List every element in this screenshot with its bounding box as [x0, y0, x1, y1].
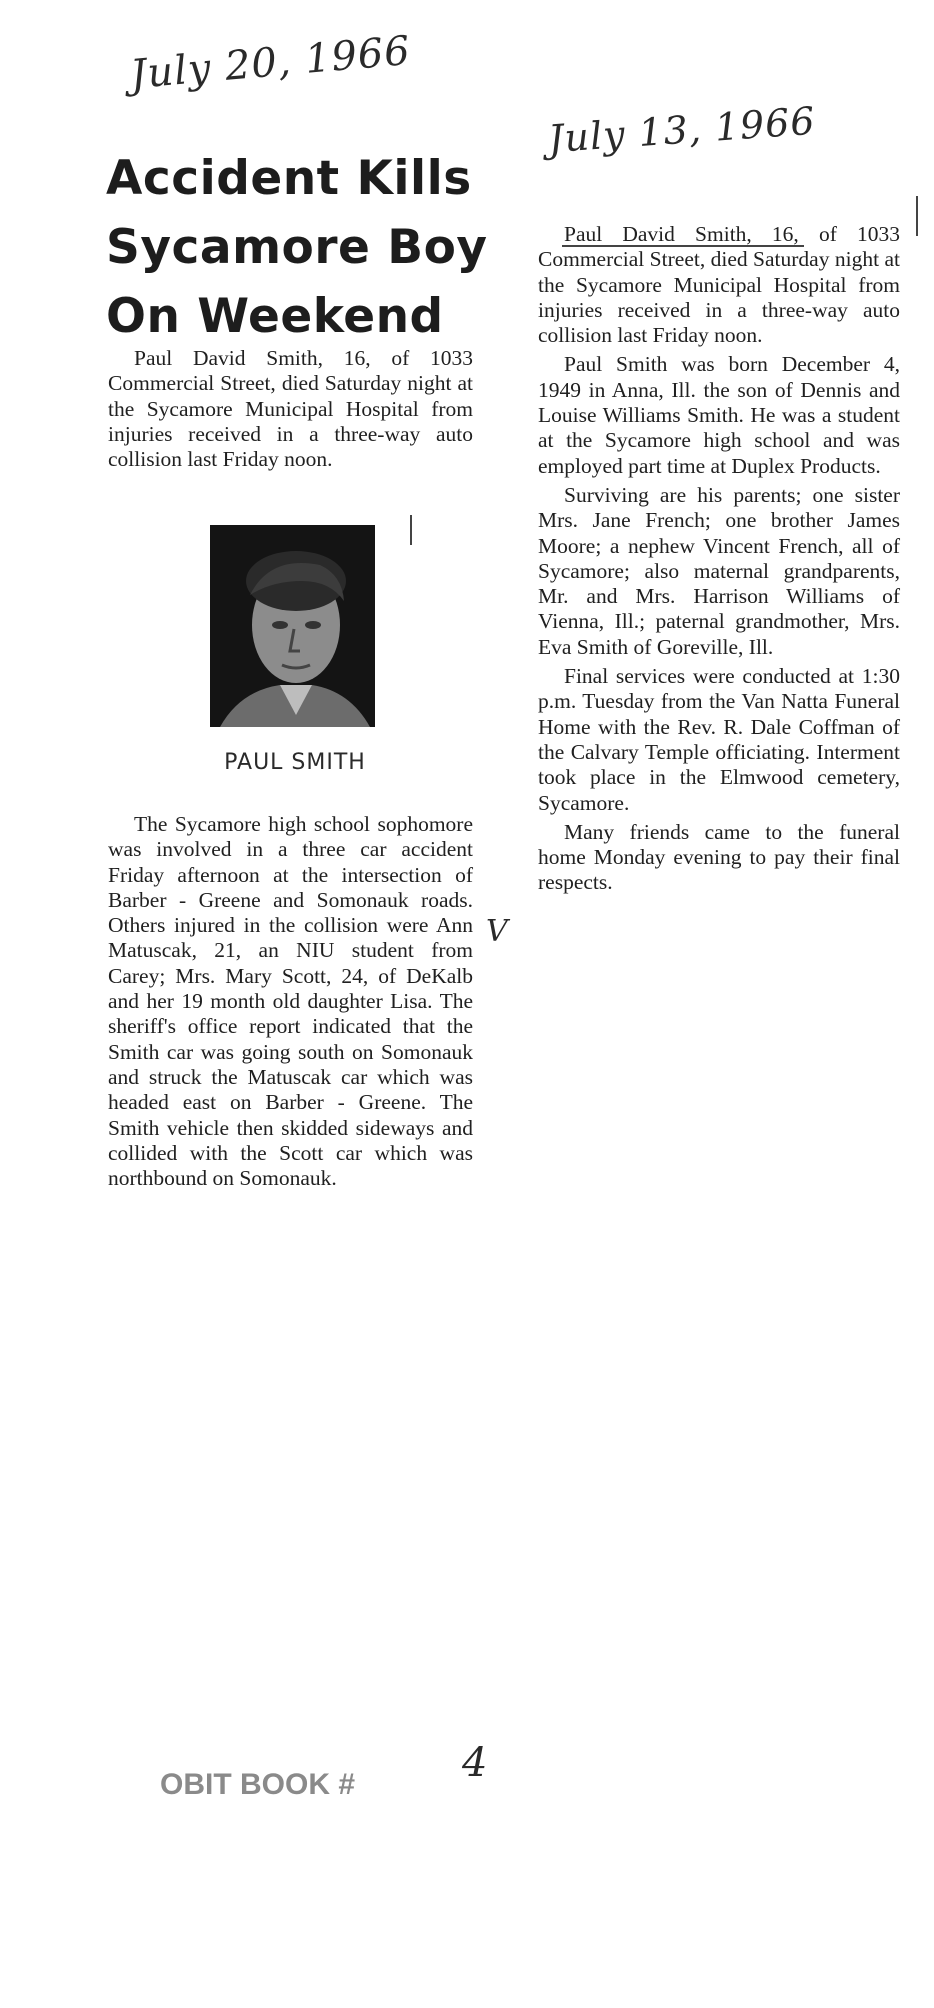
portrait-photo: [210, 525, 375, 727]
right-paragraph: Final services were conducted at 1:30 p.m. Tuesday from the Van Natta Funeral Home with the Rev. R. Dale Coffman of the Calvary Temple officiating. Interment took place in the Elmwood cemetery, Sycamore.: [538, 664, 900, 815]
headline-line: Accident Kills: [106, 151, 472, 206]
handwritten-book-number: 4: [462, 1740, 488, 1786]
right-article: [538, 222, 900, 896]
handwritten-date-right: July 13, 1966: [546, 98, 817, 162]
clip-edge-mark: [410, 515, 412, 545]
headline: [106, 144, 486, 351]
right-paragraph: Surviving are his parents; one sister Mrs. Jane French; one brother James Moore; a nephew Vincent French, all of Sycamore; also maternal grandparents, Mr. and Mrs. Harrison Williams of Vienna, Ill.; paternal grandmother, Mrs. Eva Smith of Goreville, Ill.: [538, 482, 900, 659]
headline-line: Sycamore Boy: [106, 220, 488, 275]
obit-book-stamp: OBIT BOOK #: [160, 1768, 356, 1801]
handwritten-date-left: July 20, 1966: [128, 27, 413, 99]
clip-edge-mark: [916, 196, 918, 236]
right-paragraph: Paul David Smith, 16, of 1033 Commercial Street, died Saturday night at the Sycamore Municipal Hospital from injuries received in a three-way auto collision last Friday noon.: [538, 222, 900, 348]
body-paragraph: [108, 812, 473, 1191]
body-text: The Sycamore high school sophomore was involved in a three car accident Friday afternoon at the intersection of Barber - Greene and Somonauk roads. Others injured in the collision were Ann Matuscak, 21, an NIU student from Carey; Mrs. Mary Scott, 24, of DeKalb and her 19 month old daughter Lisa. The sheriff's office report indicated that the Smith car was going south on Somonauk and struck the Matuscak car which was headed east on Barber - Greene. The Smith vehicle then skidded sideways and collided with the Scott car which was northbound on Somonauk.: [108, 812, 473, 1191]
headline-line: On Weekend: [106, 289, 444, 344]
portrait-image: [210, 525, 375, 727]
handwritten-check-mark: V: [486, 914, 508, 949]
lead-paragraph: [108, 346, 473, 472]
right-paragraph: Many friends came to the funeral home Monday evening to pay their final respects.: [538, 819, 900, 895]
right-paragraph: Paul Smith was born December 4, 1949 in Anna, Ill. the son of Dennis and Louise Williams Smith. He was a student at the Sycamore high school and was employed part time at Duplex Products.: [538, 352, 900, 478]
lead-text: Paul David Smith, 16, of 1033 Commercial Street, died Saturday night at the Sycamore Municipal Hospital from injuries received in a three-way auto collision last Friday noon.: [108, 346, 473, 472]
photo-caption: PAUL SMITH: [224, 750, 366, 775]
